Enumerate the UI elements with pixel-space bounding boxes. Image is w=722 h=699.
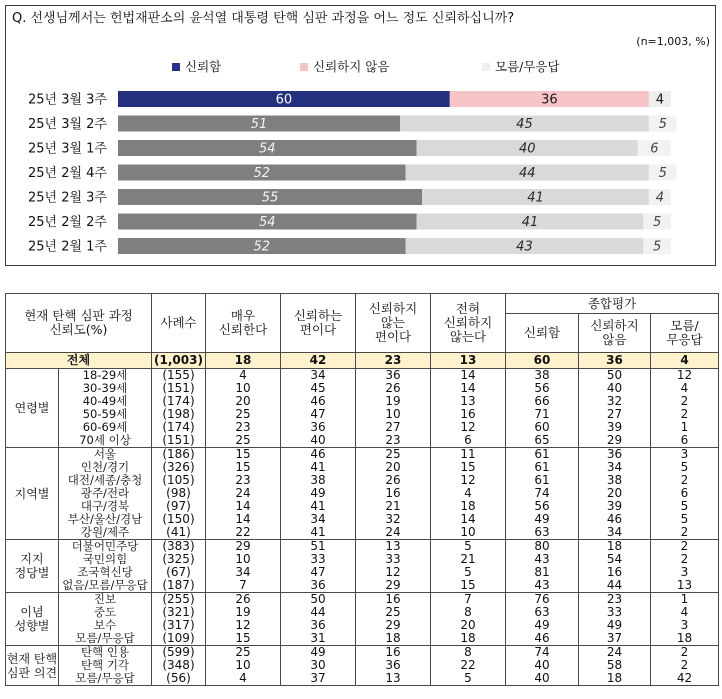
cell-summary-distrust: 44	[579, 579, 651, 593]
cell-not-at-all-trust: 18	[431, 632, 506, 646]
cell-sample-size: (348)	[152, 659, 206, 672]
cell-very-trust: 25	[206, 434, 281, 448]
cell-summary-distrust: 50	[579, 369, 651, 383]
col-header-summary-no-answer: 모름/ 무응답	[651, 314, 719, 353]
cell-somewhat-distrust: 16	[356, 487, 431, 500]
cell-sample-size: (198)	[152, 408, 206, 421]
cell-summary-distrust: 54	[579, 553, 651, 566]
cell-very-trust: 14	[206, 513, 281, 526]
row-label: 광주/전라	[59, 487, 152, 500]
cell-somewhat-trust: 31	[281, 632, 356, 646]
legend-label: 모름/무응답	[495, 59, 560, 74]
cell-not-at-all-trust: 7	[431, 593, 506, 607]
cell-very-trust: 4	[206, 672, 281, 686]
row-label: 탄핵 기각	[59, 659, 152, 672]
category-label: 25년 3월 3주	[27, 92, 107, 108]
cell-summary-no-answer: 1	[651, 593, 719, 607]
cell-summary-no-answer: 18	[651, 632, 719, 646]
bar-value-label: 36	[541, 92, 558, 108]
row-label: 30-39세	[59, 382, 152, 395]
cell-somewhat-distrust: 20	[356, 461, 431, 474]
cell-summary-distrust: 58	[579, 659, 651, 672]
cell-summary-no-answer: 3	[651, 448, 719, 462]
cell-somewhat-trust: 49	[281, 646, 356, 660]
cell-very-trust: 7	[206, 579, 281, 593]
row-label: 모름/무응답	[59, 672, 152, 686]
cell-sample-size: (1,003)	[152, 353, 206, 369]
cell-summary-trust: 43	[506, 579, 579, 593]
cell-very-trust: 22	[206, 526, 281, 540]
bar-value-label: 41	[527, 190, 544, 206]
cell-summary-no-answer: 4	[651, 382, 719, 395]
cell-not-at-all-trust: 10	[431, 526, 506, 540]
cell-summary-no-answer: 5	[651, 513, 719, 526]
cell-summary-no-answer: 12	[651, 369, 719, 383]
cell-very-trust: 15	[206, 448, 281, 462]
bar-value-label: 54	[259, 141, 276, 157]
cell-summary-distrust: 27	[579, 408, 651, 421]
col-header-very-trust: 매우 신뢰한다	[206, 294, 281, 353]
cell-very-trust: 15	[206, 632, 281, 646]
cell-not-at-all-trust: 6	[431, 434, 506, 448]
table-row	[6, 540, 719, 554]
stacked-bar-chart	[6, 81, 714, 261]
cell-summary-trust: 60	[506, 421, 579, 434]
cell-very-trust: 10	[206, 553, 281, 566]
cell-summary-distrust: 29	[579, 434, 651, 448]
table-row	[6, 448, 719, 462]
cell-somewhat-distrust: 16	[356, 593, 431, 607]
row-label: 더불어민주당	[59, 540, 152, 554]
bar-value-label: 52	[253, 239, 271, 255]
cell-very-trust: 23	[206, 421, 281, 434]
cell-somewhat-distrust: 21	[356, 500, 431, 513]
col-header-somewhat-trust: 신뢰하는 편이다	[281, 294, 356, 353]
row-label: 보수	[59, 619, 152, 632]
cell-summary-distrust: 40	[579, 382, 651, 395]
cell-somewhat-trust: 40	[281, 434, 356, 448]
cell-sample-size: (321)	[152, 606, 206, 619]
cell-summary-trust: 71	[506, 408, 579, 421]
category-label: 25년 3월 2주	[27, 117, 107, 132]
cell-summary-trust: 65	[506, 434, 579, 448]
col-header-summary-distrust: 신뢰하지 않음	[579, 314, 651, 353]
bar-value-label: 43	[516, 239, 533, 255]
cell-somewhat-distrust: 18	[356, 632, 431, 646]
cell-sample-size: (98)	[152, 487, 206, 500]
cell-not-at-all-trust: 14	[431, 382, 506, 395]
cell-sample-size: (151)	[152, 434, 206, 448]
cell-somewhat-trust: 46	[281, 395, 356, 408]
cell-sample-size: (97)	[152, 500, 206, 513]
cell-not-at-all-trust: 14	[431, 513, 506, 526]
cell-sample-size: (187)	[152, 579, 206, 593]
bar-value-label: 6	[650, 141, 659, 157]
cell-somewhat-trust: 38	[281, 474, 356, 487]
table-row	[6, 579, 719, 593]
col-header-summary-trust: 신뢰함	[506, 314, 579, 353]
cell-not-at-all-trust: 20	[431, 619, 506, 632]
table-header-row	[6, 294, 719, 314]
cell-somewhat-trust: 33	[281, 553, 356, 566]
cell-somewhat-trust: 41	[281, 526, 356, 540]
table-row	[6, 646, 719, 660]
legend-item-distrust	[300, 60, 389, 74]
cell-very-trust: 19	[206, 606, 281, 619]
cell-sample-size: (151)	[152, 382, 206, 395]
legend-swatch	[300, 63, 308, 71]
cell-somewhat-distrust: 10	[356, 408, 431, 421]
row-label: 중도	[59, 606, 152, 619]
cell-somewhat-trust: 30	[281, 659, 356, 672]
cell-somewhat-trust: 34	[281, 513, 356, 526]
cell-very-trust: 18	[206, 353, 281, 369]
cell-summary-trust: 61	[506, 448, 579, 462]
stub-header: 현재 탄핵 심판 과정 신뢰도(%)	[6, 294, 152, 353]
bar-value-label: 5	[653, 239, 662, 255]
cell-not-at-all-trust: 4	[431, 487, 506, 500]
cell-summary-trust: 76	[506, 593, 579, 607]
col-header-not-at-all-trust: 전혀 신뢰하지 않는다	[431, 294, 506, 353]
bar-value-label: 4	[655, 190, 665, 206]
row-label: 탄핵 인용	[59, 646, 152, 660]
cell-sample-size: (174)	[152, 395, 206, 408]
row-label: 대전/세종/충청	[59, 474, 152, 487]
cell-summary-trust: 81	[506, 566, 579, 579]
bar-value-label: 51	[250, 117, 268, 132]
cell-not-at-all-trust: 12	[431, 421, 506, 434]
row-label: 국민의힘	[59, 553, 152, 566]
cell-summary-trust: 56	[506, 382, 579, 395]
group-label: 이념 성향별	[6, 593, 59, 646]
cell-somewhat-distrust: 23	[356, 353, 431, 369]
cell-somewhat-trust: 44	[281, 606, 356, 619]
cell-summary-trust: 74	[506, 487, 579, 500]
cell-not-at-all-trust: 15	[431, 579, 506, 593]
bar-value-label: 40	[518, 141, 536, 157]
cell-summary-no-answer: 6	[651, 487, 719, 500]
cell-very-trust: 24	[206, 487, 281, 500]
cell-summary-no-answer: 4	[651, 353, 719, 369]
cell-sample-size: (174)	[152, 421, 206, 434]
cell-summary-no-answer: 42	[651, 672, 719, 686]
cell-very-trust: 20	[206, 395, 281, 408]
cell-summary-trust: 66	[506, 395, 579, 408]
legend-item-trust	[172, 60, 221, 74]
cell-summary-distrust: 39	[579, 421, 651, 434]
cell-sample-size: (56)	[152, 672, 206, 686]
category-label: 25년 2월 1주	[27, 239, 107, 255]
row-label: 18-29세	[59, 369, 152, 383]
cell-sample-size: (150)	[152, 513, 206, 526]
legend-swatch	[482, 63, 490, 71]
row-label: 모름/무응답	[59, 632, 152, 646]
cell-summary-trust: 56	[506, 500, 579, 513]
cell-summary-trust: 40	[506, 659, 579, 672]
cell-somewhat-trust: 45	[281, 382, 356, 395]
legend-label: 신뢰하지 않음	[313, 59, 390, 74]
legend-swatch	[172, 63, 180, 71]
cell-sample-size: (67)	[152, 566, 206, 579]
group-label: 현재 탄핵 심판 의견	[6, 646, 59, 686]
cell-summary-distrust: 36	[579, 353, 651, 369]
cell-summary-trust: 80	[506, 540, 579, 554]
cell-summary-trust: 74	[506, 646, 579, 660]
cell-sample-size: (325)	[152, 553, 206, 566]
cell-sample-size: (255)	[152, 593, 206, 607]
table-row	[6, 672, 719, 686]
cell-summary-no-answer: 2	[651, 408, 719, 421]
bar-value-label: 44	[518, 166, 536, 181]
cell-somewhat-distrust: 19	[356, 395, 431, 408]
bar-value-label: 5	[658, 117, 667, 132]
cell-somewhat-distrust: 32	[356, 513, 431, 526]
cell-sample-size: (326)	[152, 461, 206, 474]
cell-sample-size: (383)	[152, 540, 206, 554]
cell-summary-no-answer: 6	[651, 434, 719, 448]
cell-somewhat-trust: 41	[281, 500, 356, 513]
bar-value-label: 4	[655, 92, 665, 108]
row-label: 50-59세	[59, 408, 152, 421]
cell-very-trust: 26	[206, 593, 281, 607]
cell-not-at-all-trust: 21	[431, 553, 506, 566]
cell-summary-no-answer: 2	[651, 646, 719, 660]
cell-not-at-all-trust: 5	[431, 672, 506, 686]
cell-somewhat-distrust: 36	[356, 369, 431, 383]
sample-size-header: 사례수	[152, 294, 206, 353]
cell-sample-size: (41)	[152, 526, 206, 540]
summary-group-header: 종합평가	[506, 294, 719, 314]
bar-value-label: 5	[658, 166, 667, 181]
cell-somewhat-trust: 37	[281, 672, 356, 686]
cell-somewhat-distrust: 26	[356, 382, 431, 395]
cell-summary-distrust: 49	[579, 619, 651, 632]
cell-summary-no-answer: 2	[651, 540, 719, 554]
cell-summary-distrust: 20	[579, 487, 651, 500]
cell-sample-size: (317)	[152, 619, 206, 632]
cell-summary-distrust: 24	[579, 646, 651, 660]
cell-summary-trust: 63	[506, 526, 579, 540]
total-row	[6, 353, 719, 369]
cell-somewhat-distrust: 12	[356, 566, 431, 579]
cell-summary-no-answer: 4	[651, 606, 719, 619]
cell-summary-trust: 40	[506, 672, 579, 686]
cell-summary-no-answer: 2	[651, 659, 719, 672]
bar-value-label: 5	[653, 215, 662, 230]
cell-somewhat-distrust: 26	[356, 474, 431, 487]
cell-not-at-all-trust: 5	[431, 540, 506, 554]
cell-very-trust: 29	[206, 540, 281, 554]
row-label: 대구/경북	[59, 500, 152, 513]
cell-sample-size: (105)	[152, 474, 206, 487]
cell-very-trust: 12	[206, 619, 281, 632]
cell-somewhat-distrust: 13	[356, 540, 431, 554]
cell-summary-no-answer: 3	[651, 566, 719, 579]
cell-somewhat-trust: 41	[281, 461, 356, 474]
cell-very-trust: 15	[206, 461, 281, 474]
cell-not-at-all-trust: 22	[431, 659, 506, 672]
table-row	[6, 632, 719, 646]
cell-summary-distrust: 39	[579, 500, 651, 513]
cell-summary-no-answer: 5	[651, 500, 719, 513]
cell-somewhat-trust: 51	[281, 540, 356, 554]
bar-value-label: 54	[259, 215, 276, 230]
cell-not-at-all-trust: 5	[431, 566, 506, 579]
cell-summary-trust: 60	[506, 353, 579, 369]
cell-summary-no-answer: 2	[651, 395, 719, 408]
category-label: 25년 2월 2주	[27, 215, 107, 230]
cell-summary-distrust: 18	[579, 540, 651, 554]
cell-summary-no-answer: 5	[651, 461, 719, 474]
cell-summary-trust: 38	[506, 369, 579, 383]
cell-not-at-all-trust: 16	[431, 408, 506, 421]
cell-somewhat-distrust: 25	[356, 606, 431, 619]
category-label: 25년 2월 4주	[27, 166, 107, 181]
cell-sample-size: (155)	[152, 369, 206, 383]
cell-summary-no-answer: 13	[651, 579, 719, 593]
cell-summary-trust: 49	[506, 513, 579, 526]
cell-somewhat-trust: 36	[281, 619, 356, 632]
table-body	[6, 353, 719, 686]
question-title: Q. 선생님께서는 헌법재판소의 윤석열 대통령 탄핵 심판 과정을 어느 정도 신뢰하십니까?	[12, 11, 515, 26]
cell-somewhat-trust: 36	[281, 579, 356, 593]
cell-somewhat-distrust: 29	[356, 579, 431, 593]
cell-summary-distrust: 46	[579, 513, 651, 526]
cell-sample-size: (186)	[152, 448, 206, 462]
cell-summary-distrust: 32	[579, 395, 651, 408]
legend-label: 신뢰함	[185, 59, 222, 74]
total-label: 전체	[6, 353, 152, 369]
group-label: 지지 정당별	[6, 540, 59, 593]
cell-not-at-all-trust: 8	[431, 606, 506, 619]
cell-not-at-all-trust: 13	[431, 395, 506, 408]
cell-somewhat-trust: 47	[281, 408, 356, 421]
cell-somewhat-distrust: 29	[356, 619, 431, 632]
cell-somewhat-trust: 36	[281, 421, 356, 434]
row-label: 70세 이상	[59, 434, 152, 448]
row-label: 서울	[59, 448, 152, 462]
cell-summary-distrust: 37	[579, 632, 651, 646]
cell-summary-distrust: 18	[579, 672, 651, 686]
cell-somewhat-trust: 42	[281, 353, 356, 369]
cell-summary-trust: 43	[506, 553, 579, 566]
cell-very-trust: 25	[206, 646, 281, 660]
cell-somewhat-trust: 49	[281, 487, 356, 500]
cell-very-trust: 25	[206, 408, 281, 421]
cell-summary-distrust: 33	[579, 606, 651, 619]
group-label: 연령별	[6, 369, 59, 448]
cell-summary-trust: 63	[506, 606, 579, 619]
cell-summary-distrust: 36	[579, 448, 651, 462]
cell-summary-trust: 61	[506, 461, 579, 474]
cell-sample-size: (109)	[152, 632, 206, 646]
cell-somewhat-distrust: 27	[356, 421, 431, 434]
chart-panel	[5, 5, 716, 266]
cell-sample-size: (599)	[152, 646, 206, 660]
cell-not-at-all-trust: 8	[431, 646, 506, 660]
category-label: 25년 3월 1주	[27, 141, 107, 157]
cell-very-trust: 14	[206, 500, 281, 513]
cell-summary-no-answer: 2	[651, 474, 719, 487]
cell-somewhat-distrust: 16	[356, 646, 431, 660]
col-header-somewhat-distrust: 신뢰하지 않는 편이다	[356, 294, 431, 353]
bar-value-label: 52	[253, 166, 271, 181]
cell-somewhat-distrust: 13	[356, 672, 431, 686]
cell-somewhat-distrust: 23	[356, 434, 431, 448]
bar-value-label: 60	[275, 92, 293, 108]
cell-somewhat-trust: 50	[281, 593, 356, 607]
cell-summary-no-answer: 2	[651, 526, 719, 540]
cell-summary-trust: 61	[506, 474, 579, 487]
cell-summary-distrust: 34	[579, 461, 651, 474]
row-label: 강원/제주	[59, 526, 152, 540]
cell-somewhat-trust: 47	[281, 566, 356, 579]
bar-value-label: 55	[261, 190, 279, 206]
table-row	[6, 526, 719, 540]
cell-not-at-all-trust: 12	[431, 474, 506, 487]
cell-not-at-all-trust: 18	[431, 500, 506, 513]
row-label: 60-69세	[59, 421, 152, 434]
cell-summary-distrust: 38	[579, 474, 651, 487]
cell-very-trust: 34	[206, 566, 281, 579]
group-label: 지역별	[6, 448, 59, 540]
cell-summary-no-answer: 1	[651, 421, 719, 434]
cell-somewhat-distrust: 25	[356, 448, 431, 462]
bar-value-label: 45	[516, 117, 533, 132]
table-row	[6, 434, 719, 448]
cell-summary-trust: 46	[506, 632, 579, 646]
legend-item-no-answer	[482, 60, 560, 74]
cell-very-trust: 23	[206, 474, 281, 487]
sample-note: (n=1,003, %)	[636, 35, 710, 48]
cell-summary-no-answer: 3	[651, 619, 719, 632]
row-label: 없음/모름/무응답	[59, 579, 152, 593]
row-label: 40-49세	[59, 395, 152, 408]
cell-somewhat-distrust: 24	[356, 526, 431, 540]
cell-summary-no-answer: 2	[651, 553, 719, 566]
row-label: 조국혁신당	[59, 566, 152, 579]
cell-summary-trust: 49	[506, 619, 579, 632]
cell-very-trust: 10	[206, 659, 281, 672]
cell-somewhat-distrust: 33	[356, 553, 431, 566]
table-row	[6, 593, 719, 607]
cell-very-trust: 10	[206, 382, 281, 395]
cell-somewhat-trust: 34	[281, 369, 356, 383]
cell-not-at-all-trust: 11	[431, 448, 506, 462]
cell-summary-distrust: 16	[579, 566, 651, 579]
cell-very-trust: 4	[206, 369, 281, 383]
table-row	[6, 369, 719, 383]
cell-somewhat-trust: 46	[281, 448, 356, 462]
cell-not-at-all-trust: 14	[431, 369, 506, 383]
row-label: 인천/경기	[59, 461, 152, 474]
crosstab-table	[5, 293, 719, 686]
cell-not-at-all-trust: 15	[431, 461, 506, 474]
cell-summary-distrust: 34	[579, 526, 651, 540]
bar-value-label: 41	[521, 215, 539, 230]
cell-summary-distrust: 23	[579, 593, 651, 607]
row-label: 진보	[59, 593, 152, 607]
row-label: 부산/울산/경남	[59, 513, 152, 526]
category-label: 25년 2월 3주	[27, 190, 107, 206]
cell-not-at-all-trust: 13	[431, 353, 506, 369]
cell-somewhat-distrust: 36	[356, 659, 431, 672]
